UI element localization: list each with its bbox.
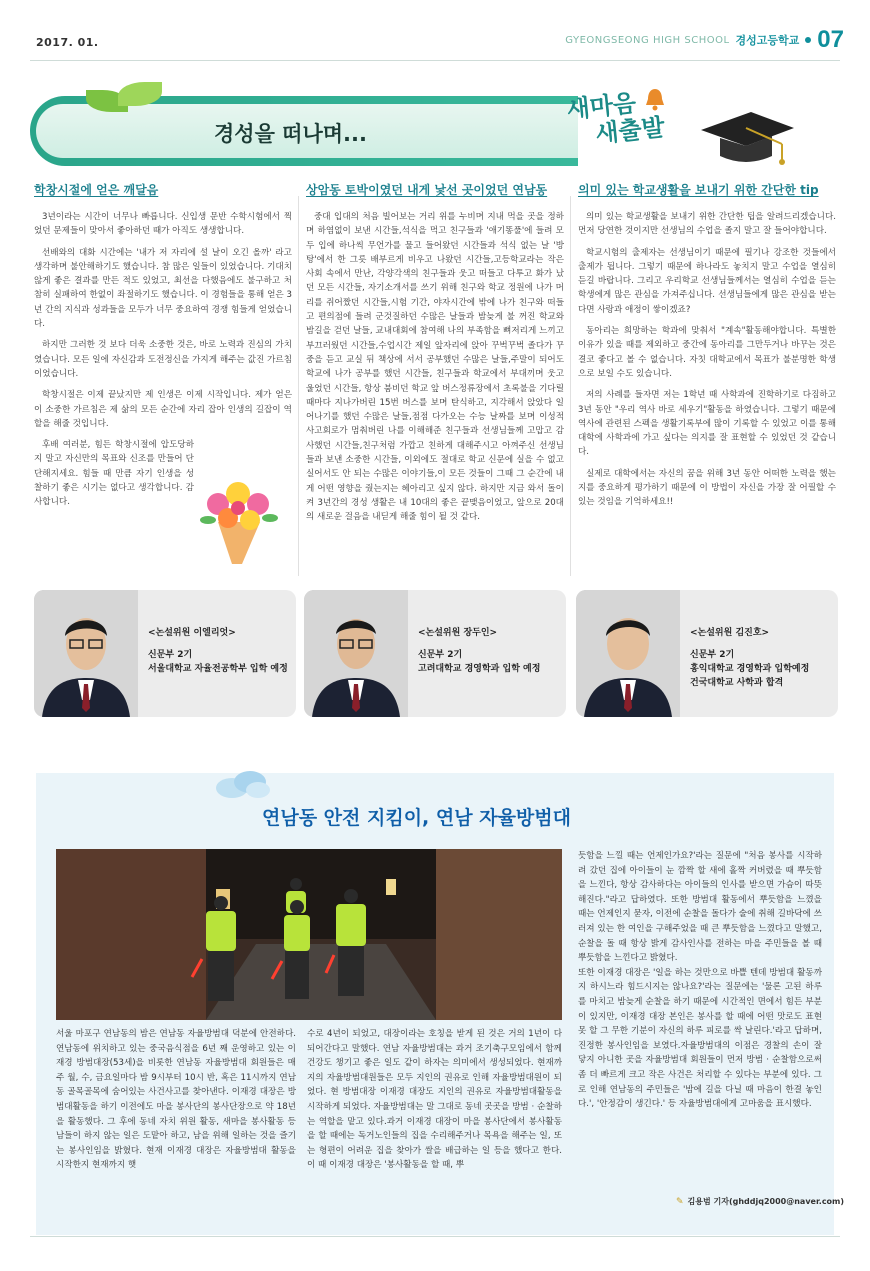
column-2-paragraph: 중대 입대의 처음 빌어보는 거리 위를 누비며 지내 먹을 곳을 정하며 하염없이 보낸 시간들,석식을 먹고 친구들과 '애기똥풀'에 들려 모두 입에 하나씩 무언가를 물고 들어왔던 시간들과 석식 없는 날 '방탕'에서 한 그릇 배부르게 비우고 나왔던 시간들,고등학교라는 작은 사회 속에서 만난, 각양각색의 친구들과 웃고 떠들고 다투고 화가 났던 모든 시간들, 자기소개서를 쓰기 위해 친구와 학교 정원에 나가 머리를 쥐어짰던 시간들,시험 기간, 야자시간에 밖에 나가 친구와 떠들고 편의점에 들려 군것질하던 수많은 날들과 밤늦게 불 꺼진 학교와 밤길을 걷던 날들, 교내대회에 참여해 나의 부족함을 뼈저리게 느끼고 부끄러웠던 시간들,수업시간 제일 앞자리에 앉아 꾸벅꾸벅 졸다가 꾸중을 듣고 교실 뒤 책상에 서서 공부했던 수많은 날들,주말이 되어도 학교에 나가 공부를 했던 시간들, 친구들과 학교에서 부대끼며 웃고 울었던 시간들, 항상 붐비던 학교 앞 버스정류장에서 초록불을 기다릴 때마다 지나가버린 15번 버스를 보며 탄식하고, 지각해서 앉았다 일어나기를 했던 수많은 날들,점점 다가오는 수능 날짜를 보며 이성적 사고회로가 멈춰버린 나를 이해해준 친구들과 선생님들께 고맙고 감사했던 시간들,친구처럼 가깝고 친하게 대해주시고 아껴주신 선생님들과 보낸 소중한 시간들, 이외에도 절대로 학교 신문에 실을 수 없고 실어서도 안 되는 수많은 이야기들,이 모든 것들이 그때 그 순간에 내게 어떤 영향을 줬는지는 헤아리고 싶지 않다. 하지만 지금 와서 돌이켜 3년간의 경성 생활은 내 10대의 좋은 끝맺음이었고, 앞으로 20대의 새로운 걸음을 내딛게 해줄 힘이 될 것 같다. [306,212,564,523]
student-photo [576,590,680,717]
column-1-paragraph: 선배와의 대화 시간에는 '내가 저 자리에 설 날이 오긴 올까' 라고 생각하며 불안해하기도 했습니다. 참 많은 일들이 있었습니다. 기대치 않게 좋은 결과를 만든 적도 있었고, 최선을 다했음에도 불구하고 처참히 실패하여 한없이 좌절하기도 했습니다. 이 경험들을 통해 얻은 3년 간의 지식과 성과들을 모두가 너무 중요하여 경쟁 힘들게 얻었습니다. [34,247,292,330]
bullet-icon [805,37,811,43]
profile-role: <논설위원 이엘리엇> [148,628,236,638]
page-number: 07 [817,26,844,53]
column-3-paragraph: 실제로 대학에서는 자신의 꿈을 위해 3년 동안 어떠한 노력을 했는지를 중요하게 평가하기 때문에 이 방법이 자신을 가장 잘 어필할 수 있는 것임을 기억하세요!! [578,468,836,508]
column-1 [34,181,292,517]
header-divider [30,60,840,61]
column-2-title: 상암동 토박이였던 내게 낯선 곳이었던 연남동 [306,183,548,197]
column-1-paragraph: 3년이라는 시간이 너무나 빠릅니다. 신입생 문반 수학시험에서 찍었던 문제들이 맞아서 좋아하던 때가 아직도 생생합니다. [34,212,292,237]
column-3-paragraph: 저의 사례를 들자면 저는 1학년 때 사학과에 진학하기로 다짐하고 3년 동안 "우리 역사 바로 세우기"활동을 하였습니다. 그렇기 때문에 역사에 관련된 스펙을 생활기록부에 많이 기록할 수 있었고 이를 통해 대학에 사학과에 가고 싶다는 의지를 잘 표현할 수 있었던 것 같습니다. [578,390,836,458]
column-divider [570,196,571,576]
column-3-paragraph: 학교시험의 출제자는 선생님이기 때문에 필기나 강조한 것들에서 출제가 됩니다. 그렇기 때문에 하나라도 놓치지 말고 수업을 열심히 듣길 바랍니다. 그리고 우리학교 선생님들께서는 열심히 수업을 듣는 학생에게 많은 관심을 가져주십니다. 선생님들에게 많은 관심을 받는다면 사랑과 애정이 쌓이겠죠? [578,247,836,315]
profile-role: <논설위원 김진호> [690,628,770,638]
byline-text: 김용범 기자(ghddjq2000@naver.com) [687,1197,845,1206]
column-2 [306,181,564,532]
column-1-paragraph: 학창시절은 이제 끝났지만 제 인생은 이제 시작입니다. 제가 얻은 이 소중한 가르침은 제 삶의 모든 순간에 자리 잡아 인생의 길잡이 역할을 해줄 것입니다. [34,390,292,429]
profile-line-1: 고려대학교 경영학과 입학 예정 [418,664,541,674]
column-3-paragraph: 동아리는 희망하는 학과에 맞춰서 "계속"활동해야합니다. 특별한 이유가 있을 때를 제외하고 중간에 동아리를 그만두거나 바꾸는 것은 결코 좋다고 볼 수 없습니다. 자칫 대학교에서 목표가 불분명한 학생으로 보일 수도 있습니다. [578,326,836,379]
profile-card [576,590,838,717]
profile-info [148,626,288,676]
banner-title: 경성을 떠나며... [214,122,367,146]
patrol-photo [56,849,562,1020]
feature-middle-text: 수로 4년이 되었고, 대장이라는 호칭을 받게 된 것은 거의 1년이 다 되어간다고 말했다. 연남 자율방범대는 과거 조기축구모임에서 함께 건강도 챙기고 좋은 일도 같이 하자는 의미에서 생성되었다. 현재까지의 자율방범대원들은 모두 지인의 권유로 인해 자율방범대원이 되었다. 현 방범대장 이재경 대장도 지인의 권유로 자율방범대활동을 시작하게 되었다. 자율방범대는 말 그대로 동네 곳곳을 방범 · 순찰하는 역할을 맡고 있다.과거 이재경 대장이 마을 봉사단에서 봉사활동을 할 때에는 독거노인들의 집을 수리해주거나 목욕을 해주는 일, 또는 형편이 어려운 집을 찾아가 쌀을 배급하는 일 등을 했다고 한다. 이 때 이재경 대장은 '봉사활동을 할 때, 뿌 [307,1029,562,1171]
column-divider [298,196,299,576]
column-3 [578,181,836,517]
profile-line-2: 건국대학교 사학과 합격 [690,678,784,688]
student-photo [34,590,138,717]
column-1-body [34,210,292,510]
column-1-paragraph: 후배 여러분, 힘든 학창시절에 압도당하지 말고 자신만의 목표와 신조를 만들어 단단해지세요. 힘들 때 만큼 자기 인생을 성찰하기 좋은 시기는 없다고 생각합니다. 감사합니다. [34,440,194,508]
slogan-line-2: 새출발 [594,113,667,149]
profile-club: 신문부 2기 [690,650,735,660]
feature-title: 연남동 안전 지킴이, 연남 자율방범대 [262,807,571,829]
profile-card [304,590,566,717]
cloud-icon [210,768,274,802]
profile-info [418,626,540,676]
profile-line-1: 홍익대학교 경영학과 입학예정 [690,664,810,674]
profile-role: <논설위원 장두인> [418,628,498,638]
graduation-cap-icon [696,100,796,170]
leaf-icon [86,82,166,114]
column-2-body [306,210,564,525]
masthead [565,26,844,54]
column-1-title: 학창시절에 얻은 깨달음 [34,183,159,197]
issue-date: 2017. 01. [36,36,99,49]
profile-club: 신문부 2기 [148,650,193,660]
footer-divider [30,1236,840,1237]
profile-club: 신문부 2기 [418,650,463,660]
profile-info [690,626,809,690]
school-name-ko: 경성고등학교 [735,34,800,47]
pen-icon: ✎ [676,1196,684,1207]
student-photo [304,590,408,717]
feature-left-text: 서울 마포구 연남동의 밤은 연남동 자율방범대 덕분에 안전하다. 연남동에 위치하고 있는 중국음식점을 6년 째 운영하고 있는 이재경 방범대장(53세)을 비롯한 연남동 자율방범대 회원들은 매주 월, 수, 금요일마다 밤 9시부터 10시 반, 혹은 11시까지 연남동 골목골목에 숨어있는 사건사고를 찾아낸다. 이재경 대장은 방범대활동을 하기 이전에도 마을 봉사단의 봉사단장으로 약 18년을 활동했다. 그 후에 동네 자치 위원 활동, 새마을 봉사활동 등 남들이 하지 않는 일은 도맡아 하고, 남을 위해 일하는 것을 즐기는 봉사인임을 밝혔다. 현재 이재경 대장은 자율방범대 활동을 시작한지 현재까지 햇 [56,1029,296,1171]
column-3-body [578,210,836,510]
profile-card [34,590,296,717]
school-name-en: GYEONGSEONG HIGH SCHOOL [565,34,730,46]
column-1-paragraph: 하지만 그러한 것 보다 더욱 소중한 것은, 바로 노력과 진심의 가치였습니다. 모든 일에 자신감과 도전정신을 가지게 해주는 값진 가르침이었습니다. [34,340,292,379]
column-3-title: 의미 있는 학교생활을 보내기 위한 간단한 tip [578,183,819,197]
flower-bouquet-icon [196,474,282,566]
column-3-paragraph: 의미 있는 학교생활을 보내기 위한 간단한 팁을 알려드리겠습니다.먼저 당연한 것이지만 선생님의 수업을 졸지 말고 잘 들어야합니다. [578,212,836,237]
profile-line-1: 서울대학교 자율전공학부 입학 예정 [148,664,288,674]
feature-right-text: 듯함을 느낄 때는 언제인가요?'라는 질문에 "처음 봉사를 시작하려 갔던 집에 아이들이 눈 깜짝 할 새에 홀짝 커버렸을 때 뿌듯함을 느낀다, 항상 감사하다는 아이들의 인사를 받으면 가슴이 따뜻해진다."라고 답하였다. 또한 방범대 활동에서 뿌듯함을 느꼈을 때는 언제인지 묻자, 이전에 순찰을 돌다가 술에 취해 길바닥에 쓰러져 있는 한 여인을 구해주었을 때 큰 뿌듯함을 느꼈다고 말했고, 순찰을 돌 때 항상 밝게 감사인사를 전하는 마을 주민들을 볼 때 뿌듯함을 느낀다고 밝혔다. 또한 이재경 대장은 '일을 하는 것만으로 바쁠 텐데 방범대 활동까지 하시느라 힘드시지는 않나요?'라는 질문에는 '물론 고된 하루를 마치고 밤늦게 순찰을 하기 때문에 시간적인 면에서 힘든 부분이 있지만, 이재경 대장 본인은 봉사를 할 때에 어떤 맛로도 표현 못 할 그 무한 기분이 자신의 하루 피로를 싹 날린다.'라고 답하며, 진정한 봉사인임을 보였다.자율방범대의 이점은 경찰의 손이 잘 닿지 아니한 곳을 자율방범대 회원들이 먼저 방범 · 순찰함으로써 좀 더 빠르게 크고 작은 사건은 처리할 수 있다는 부분에 있다. 그로 인해 연남동의 주민들은 '밤에 길을 다닐 때 마음이 한결 놓인다.', '안정감이 생긴다.' 등 자율방범대에게 고마움을 표시했다. [578,851,822,1110]
slogan-line-1: 새마음 [565,88,638,124]
bell-icon [642,86,668,112]
byline [676,1196,844,1207]
